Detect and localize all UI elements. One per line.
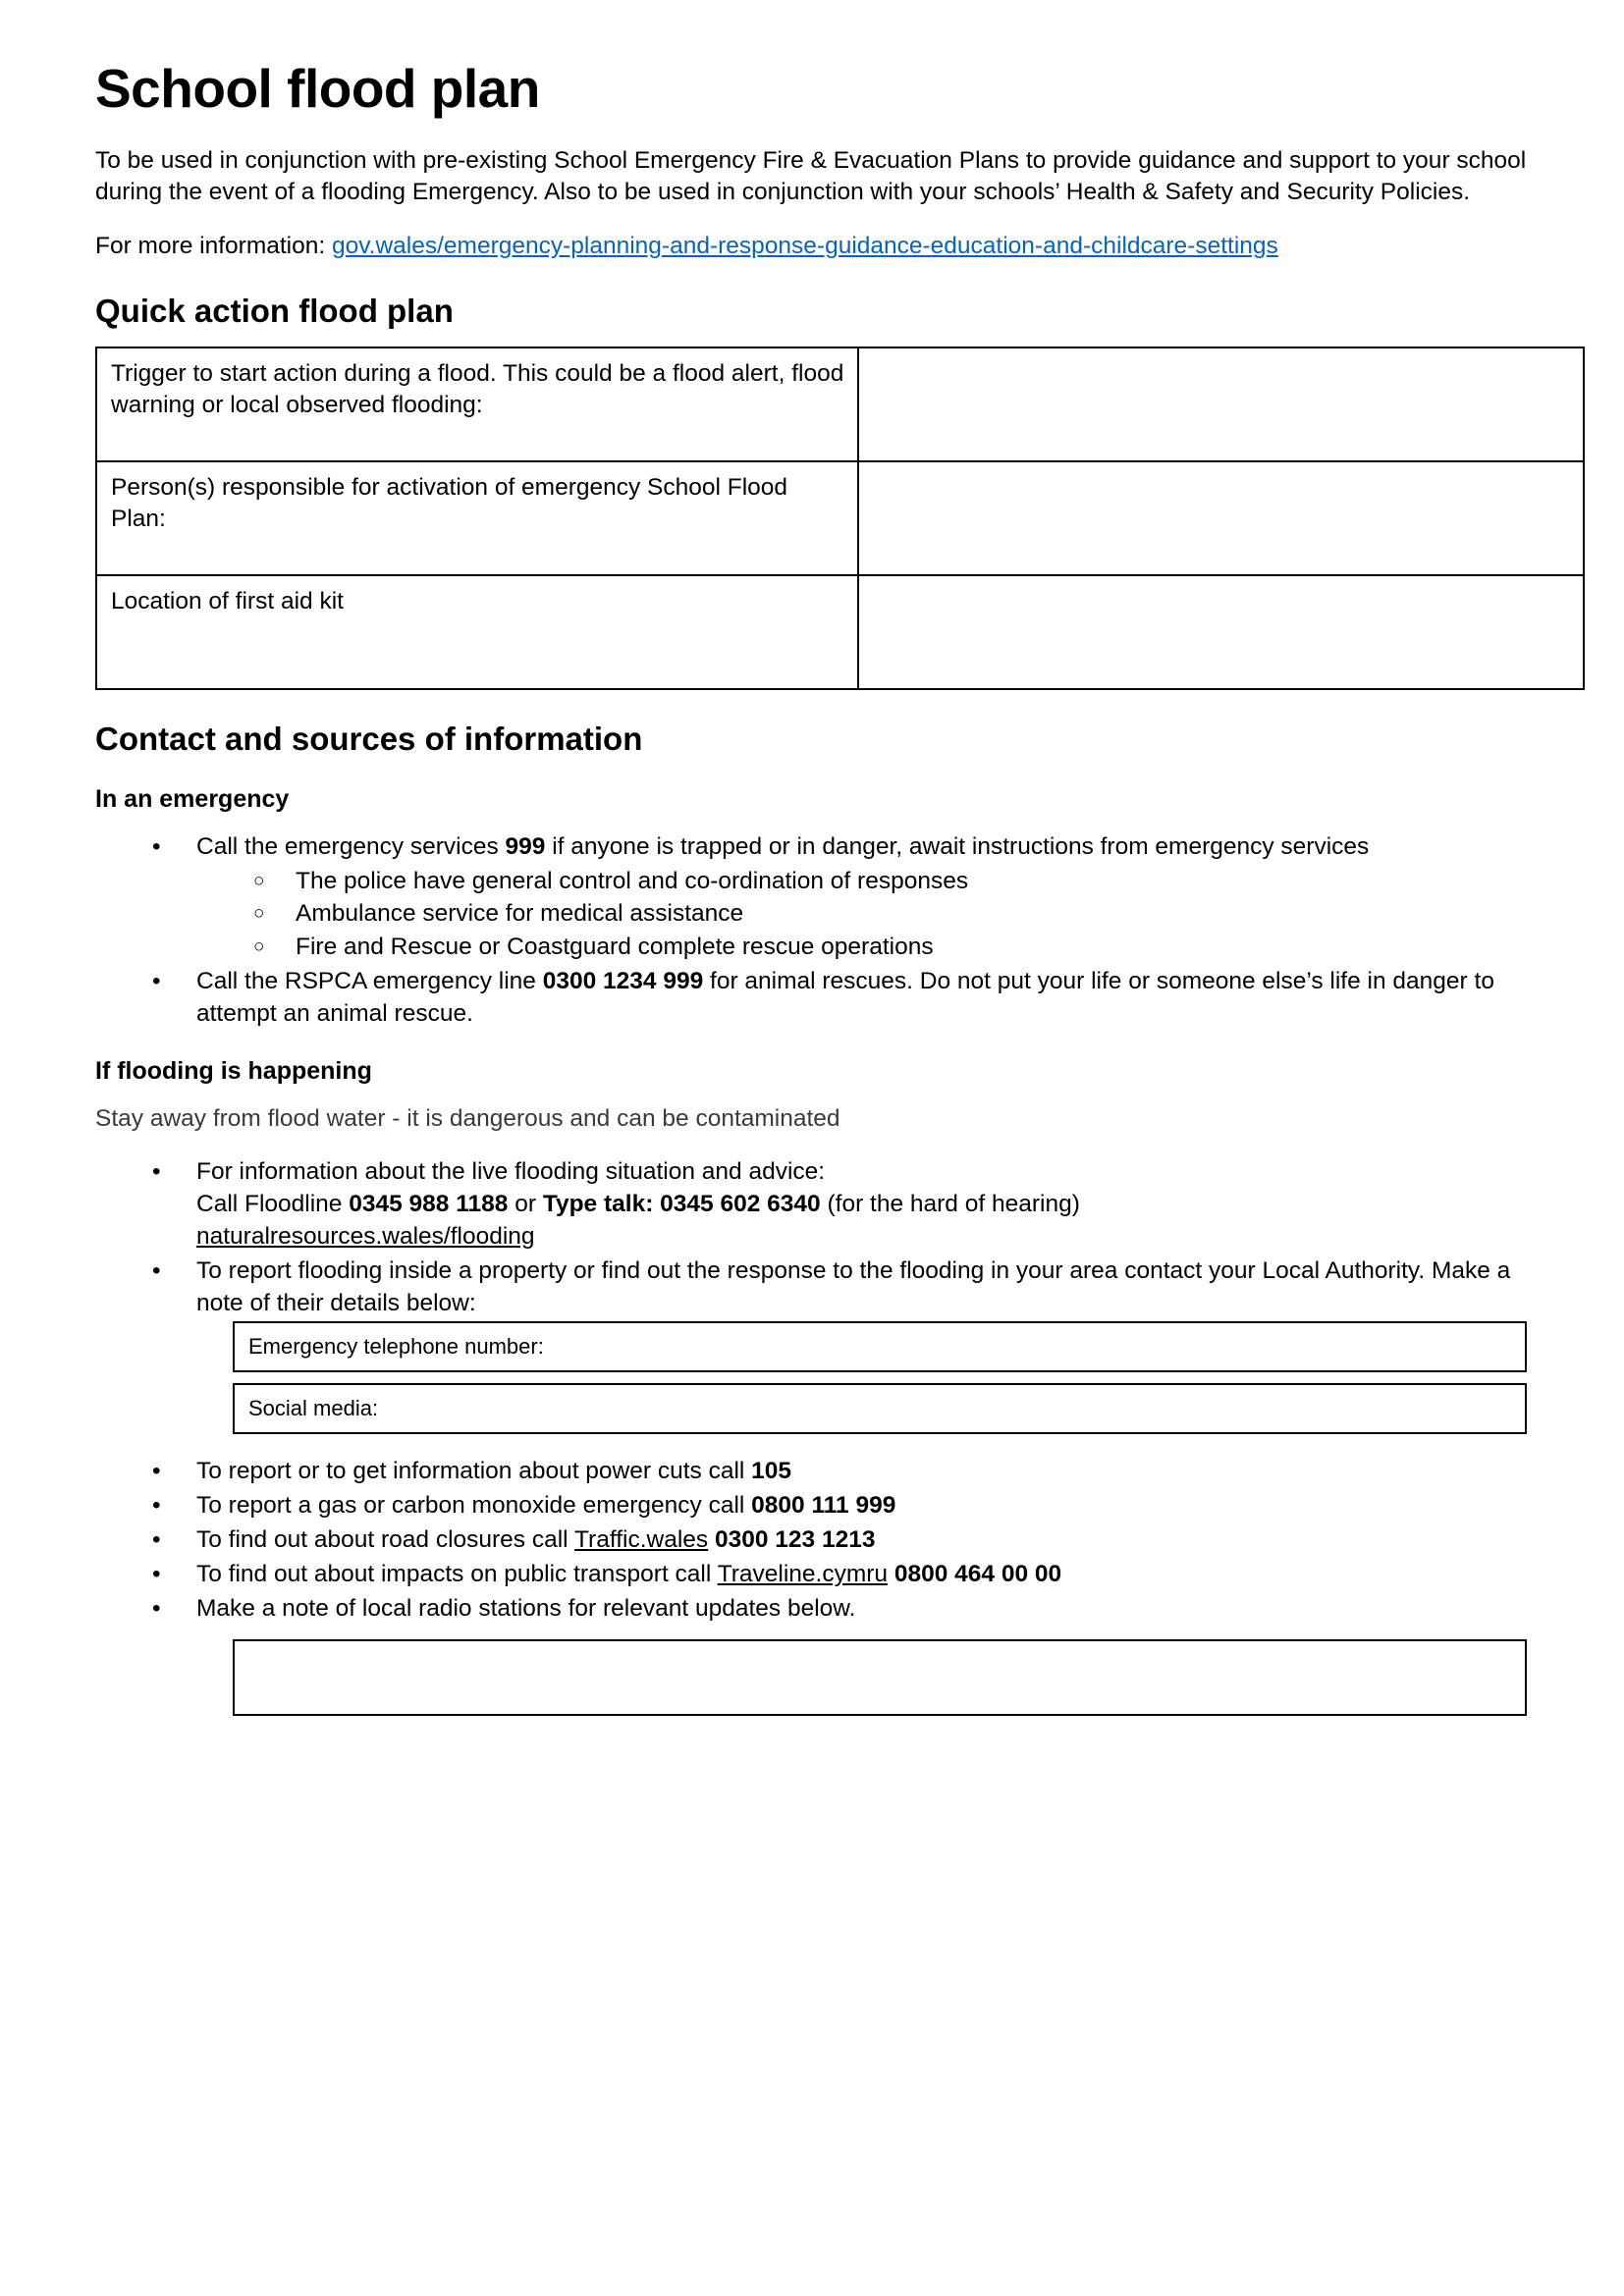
text-segment: To report or to get information about power cuts call <box>196 1458 752 1485</box>
circle-bullet-icon: ○ <box>253 903 265 925</box>
emphasis-number: 0345 988 1188 <box>349 1191 509 1218</box>
list-item-text: Ambulance service for medical assistance <box>296 900 744 928</box>
emphasis-number: 105 <box>751 1458 792 1485</box>
note-box-label: Emergency telephone number: <box>248 1334 544 1360</box>
bullet-icon: • <box>152 1158 161 1186</box>
list-item-text: To report flooding inside a property or find out the response to the flooding in your area contact your Local Authority. Make a note of their details below: <box>196 1256 1511 1316</box>
text-segment: Call the RSPCA emergency line <box>196 967 543 994</box>
table-cell-value[interactable] <box>858 461 1584 575</box>
list-item <box>95 1255 1529 1320</box>
emergency-telephone-box[interactable] <box>233 1321 1527 1372</box>
list-item <box>95 1593 1529 1626</box>
bullet-icon: • <box>152 1256 161 1284</box>
list-item <box>196 932 1529 964</box>
circle-bullet-icon: ○ <box>253 936 265 958</box>
list-item-text: Make a note of local radio stations for relevant updates below. <box>196 1594 856 1622</box>
traveline-cymru-link[interactable]: Traveline.cymru <box>717 1560 889 1587</box>
table-cell-label: Person(s) responsible for activation of emergency School Flood Plan: <box>96 461 858 575</box>
list-item-text <box>196 833 1369 860</box>
flooding-bullet-list <box>95 1156 1529 1319</box>
list-item <box>95 831 1529 964</box>
list-item-text <box>196 1492 895 1519</box>
bullet-icon: • <box>152 832 161 860</box>
emphasis-number: Type talk: 0345 602 6340 <box>542 1191 821 1218</box>
list-item-text: Fire and Rescue or Coastguard complete rescue operations <box>296 934 934 961</box>
list-item <box>196 898 1529 931</box>
emphasis-number: 0300 1234 999 <box>542 967 704 994</box>
table-cell-label: Location of first aid kit <box>96 575 858 689</box>
text-segment: To find out about road closures call <box>196 1526 574 1554</box>
emphasis-number: 0800 111 999 <box>751 1492 896 1520</box>
list-item-text <box>196 968 1494 1027</box>
list-item <box>95 1559 1529 1591</box>
more-information-paragraph <box>95 231 1529 263</box>
text-segment: To report a gas or carbon monoxide emergency call <box>196 1492 752 1520</box>
page-title: School flood plan <box>95 58 540 119</box>
text-segment: for animal rescues. Do not put your life or someone else’s life in danger to attempt an animal rescue. <box>196 967 1494 1027</box>
bullet-icon: • <box>152 1594 161 1622</box>
traffic-wales-link[interactable]: Traffic.wales <box>573 1526 709 1554</box>
table-row <box>96 575 1584 689</box>
list-item-text: The police have general control and co-ordination of responses <box>296 867 969 894</box>
if-flooding-is-happening-heading: If flooding is happening <box>95 1056 372 1085</box>
quick-action-heading: Quick action flood plan <box>95 293 454 330</box>
flood-water-warning: Stay away from flood water - it is dangerous and can be contaminated <box>95 1104 840 1132</box>
bullet-icon: • <box>152 1492 161 1520</box>
list-item <box>196 866 1529 898</box>
table-row <box>96 347 1584 461</box>
emphasis-number: 999 <box>505 832 546 860</box>
list-item <box>95 1456 1529 1488</box>
text-segment: Call Floodline <box>196 1191 350 1218</box>
text-segment: if anyone is trapped or in danger, await instructions from emergency services <box>545 832 1370 860</box>
emphasis-number: 0800 464 00 00 <box>888 1560 1062 1587</box>
list-item <box>95 1524 1529 1557</box>
list-item-text <box>196 1561 1061 1587</box>
text-segment: (for the hard of hearing) <box>820 1191 1080 1218</box>
table-row <box>96 461 1584 575</box>
table-cell-value[interactable] <box>858 347 1584 461</box>
emergency-sub-list <box>196 866 1529 964</box>
bullet-icon: • <box>152 1526 161 1554</box>
emphasis-number: 0300 123 1213 <box>708 1526 876 1554</box>
list-item <box>95 966 1529 1031</box>
gov-wales-link[interactable]: gov.wales/emergency-planning-and-response-guidance-education-and-childcare-settings <box>332 232 1278 259</box>
text-segment: For information about the live flooding situation and advice: <box>196 1158 826 1186</box>
list-item-text <box>196 1158 1080 1250</box>
in-an-emergency-heading: In an emergency <box>95 784 290 813</box>
social-media-box[interactable] <box>233 1383 1527 1434</box>
bullet-icon: • <box>152 1560 161 1587</box>
natural-resources-wales-link[interactable]: naturalresources.wales/flooding <box>196 1222 535 1250</box>
bullet-icon: • <box>152 1458 161 1485</box>
bullet-icon: • <box>152 967 161 994</box>
contact-sources-heading: Contact and sources of information <box>95 721 643 758</box>
table-cell-value[interactable] <box>858 575 1584 689</box>
note-box-label: Social media: <box>248 1396 379 1421</box>
quick-action-table <box>95 347 1585 690</box>
list-item-text <box>196 1526 875 1553</box>
circle-bullet-icon: ○ <box>253 870 265 891</box>
intro-paragraph: To be used in conjunction with pre-existing School Emergency Fire & Evacuation Plans to provide guidance and support to your school during the event of a flooding Emergency. Also to be used in conjunction with your schools’ Health & Safety and Security Policies. <box>95 146 1527 206</box>
list-item <box>95 1490 1529 1522</box>
more-information-label: For more information: <box>95 232 332 259</box>
utility-contacts-list <box>95 1456 1529 1625</box>
text-segment: or <box>508 1191 543 1218</box>
text-segment: To find out about impacts on public transport call <box>196 1560 718 1587</box>
text-segment: Call the emergency services <box>196 832 506 860</box>
local-radio-stations-box[interactable] <box>233 1639 1527 1716</box>
table-cell-label: Trigger to start action during a flood. This could be a flood alert, flood warning or local observed flooding: <box>96 347 858 461</box>
list-item-text <box>196 1458 791 1484</box>
emergency-bullet-list <box>95 831 1529 1031</box>
list-item <box>95 1156 1529 1253</box>
